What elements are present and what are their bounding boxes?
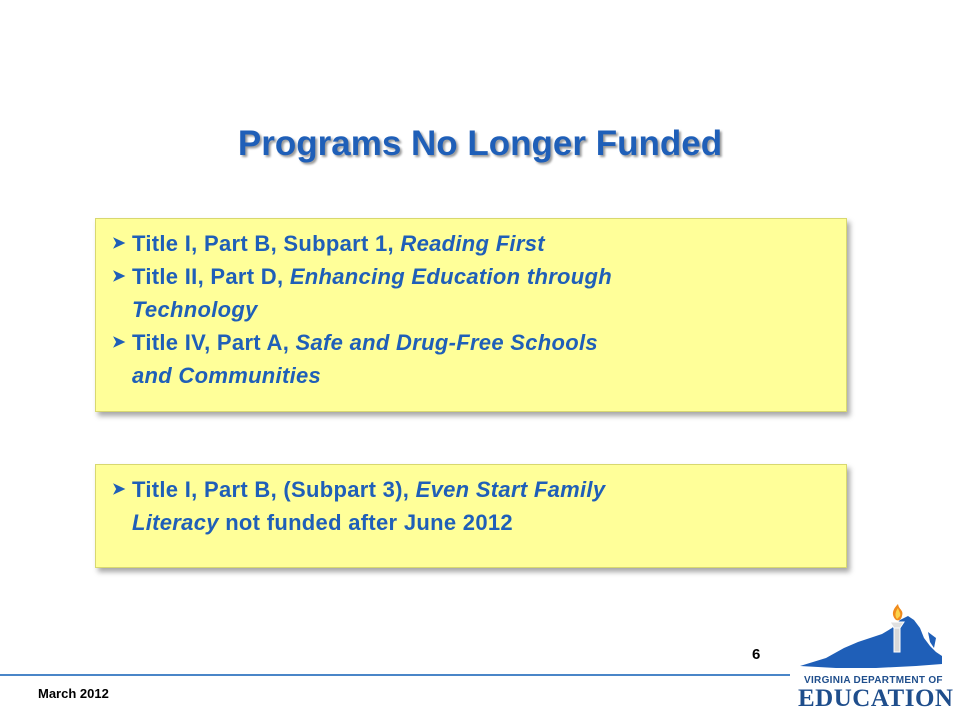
logo-top-text: VIRGINIA DEPARTMENT OF bbox=[804, 675, 943, 686]
arrow-bullet-icon: ➤ bbox=[112, 481, 126, 498]
item-italic-text: Safe and Drug-Free Schools bbox=[295, 330, 598, 355]
item-italic-text: Even Start Family bbox=[415, 477, 606, 502]
logo-bottom-text: EDUCATION bbox=[798, 685, 954, 712]
arrow-bullet-icon: ➤ bbox=[112, 268, 126, 285]
item-continuation-text: and Communities bbox=[132, 363, 322, 388]
vdoe-logo bbox=[796, 602, 954, 712]
program-list bbox=[96, 219, 846, 392]
item-text: Title IV, Part A, bbox=[132, 330, 296, 355]
item-continuation-text: Technology bbox=[132, 297, 258, 322]
unfunded-programs-box bbox=[95, 218, 847, 412]
virginia-map-icon bbox=[796, 602, 950, 674]
arrow-bullet-icon: ➤ bbox=[112, 334, 126, 351]
slide-title: Programs No Longer Funded bbox=[237, 124, 723, 163]
item-italic-text: Enhancing Education through bbox=[289, 264, 613, 289]
item-text: Title II, Part D, bbox=[132, 264, 290, 289]
list-item bbox=[112, 473, 834, 539]
page-number: 6 bbox=[752, 646, 761, 663]
item-continuation bbox=[132, 506, 834, 539]
item-text: Title I, Part B, (Subpart 3), bbox=[132, 477, 416, 502]
item-text: not funded after June 2012 bbox=[218, 510, 513, 535]
item-italic-text: Literacy bbox=[132, 510, 219, 535]
footer-date: March 2012 bbox=[38, 686, 109, 701]
item-text: Title I, Part B, Subpart 1, bbox=[132, 231, 401, 256]
item-italic-text: Reading First bbox=[400, 231, 545, 256]
footer-divider bbox=[0, 674, 790, 676]
list-item bbox=[112, 326, 834, 392]
program-list bbox=[96, 465, 846, 539]
list-item bbox=[112, 260, 834, 326]
list-item bbox=[112, 227, 834, 260]
arrow-bullet-icon: ➤ bbox=[112, 235, 126, 252]
even-start-box bbox=[95, 464, 847, 568]
